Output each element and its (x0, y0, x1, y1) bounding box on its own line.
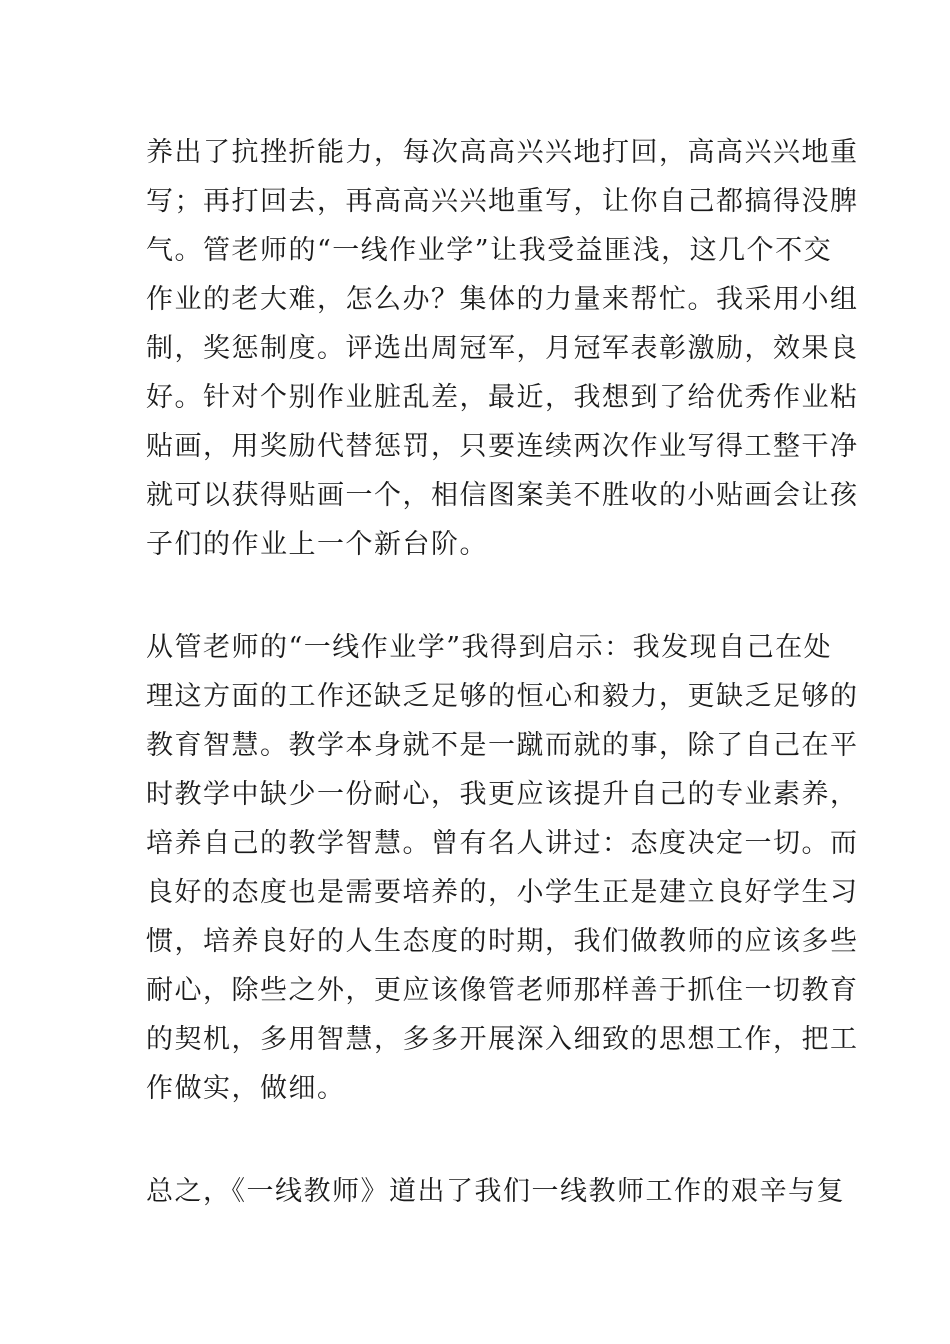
text-line: 作做实，做细。 (146, 1073, 346, 1104)
text-line: 作业的老大难，怎么办？集体的力量来帮忙。我采用小组 (146, 284, 859, 315)
text-line: 子们的作业上一个新台阶。 (146, 529, 488, 560)
text-line: 从管老师的“一线作业学”我得到启示：我发现自己在处 (146, 632, 833, 663)
text-line: 惯，培养良好的人生态度的时期，我们做教师的应该多些 (146, 926, 859, 957)
text-line: 好。针对个别作业脏乱差，最近，我想到了给优秀作业粘 (146, 382, 859, 413)
text-line: 时教学中缺少一份耐心，我更应该提升自己的专业素养， (146, 779, 859, 810)
text-line: 贴画，用奖励代替惩罚，只要连续两次作业写得工整干净 (146, 431, 859, 462)
text-line: 的契机，多用智慧，多多开展深入细致的思想工作，把工 (146, 1024, 859, 1055)
text-line: 总之，《一线教师》道出了我们一线教师工作的艰辛与复 (146, 1176, 845, 1207)
text-line: 养出了抗挫折能力，每次高高兴兴地打回，高高兴兴地重 (146, 137, 859, 168)
text-line: 制，奖惩制度。评选出周冠军，月冠军表彰激励，效果良 (146, 333, 859, 364)
text-line: 写；再打回去，再高高兴兴地重写，让你自己都搞得没脾 (146, 186, 859, 217)
text-line: 理这方面的工作还缺乏足够的恒心和毅力，更缺乏足够的 (146, 681, 859, 712)
text-line: 气。管老师的“一线作业学”让我受益匪浅，这几个不交 (146, 235, 833, 266)
text-line: 教育智慧。教学本身就不是一蹴而就的事，除了自己在平 (146, 730, 859, 761)
text-line: 良好的态度也是需要培养的，小学生正是建立良好学生习 (146, 877, 859, 908)
text-line: 培养自己的教学智慧。曾有名人讲过：态度决定一切。而 (146, 828, 859, 859)
text-line: 就可以获得贴画一个，相信图案美不胜收的小贴画会让孩 (146, 480, 859, 511)
text-line: 耐心，除些之外，更应该像管老师那样善于抓住一切教育 (146, 975, 859, 1006)
